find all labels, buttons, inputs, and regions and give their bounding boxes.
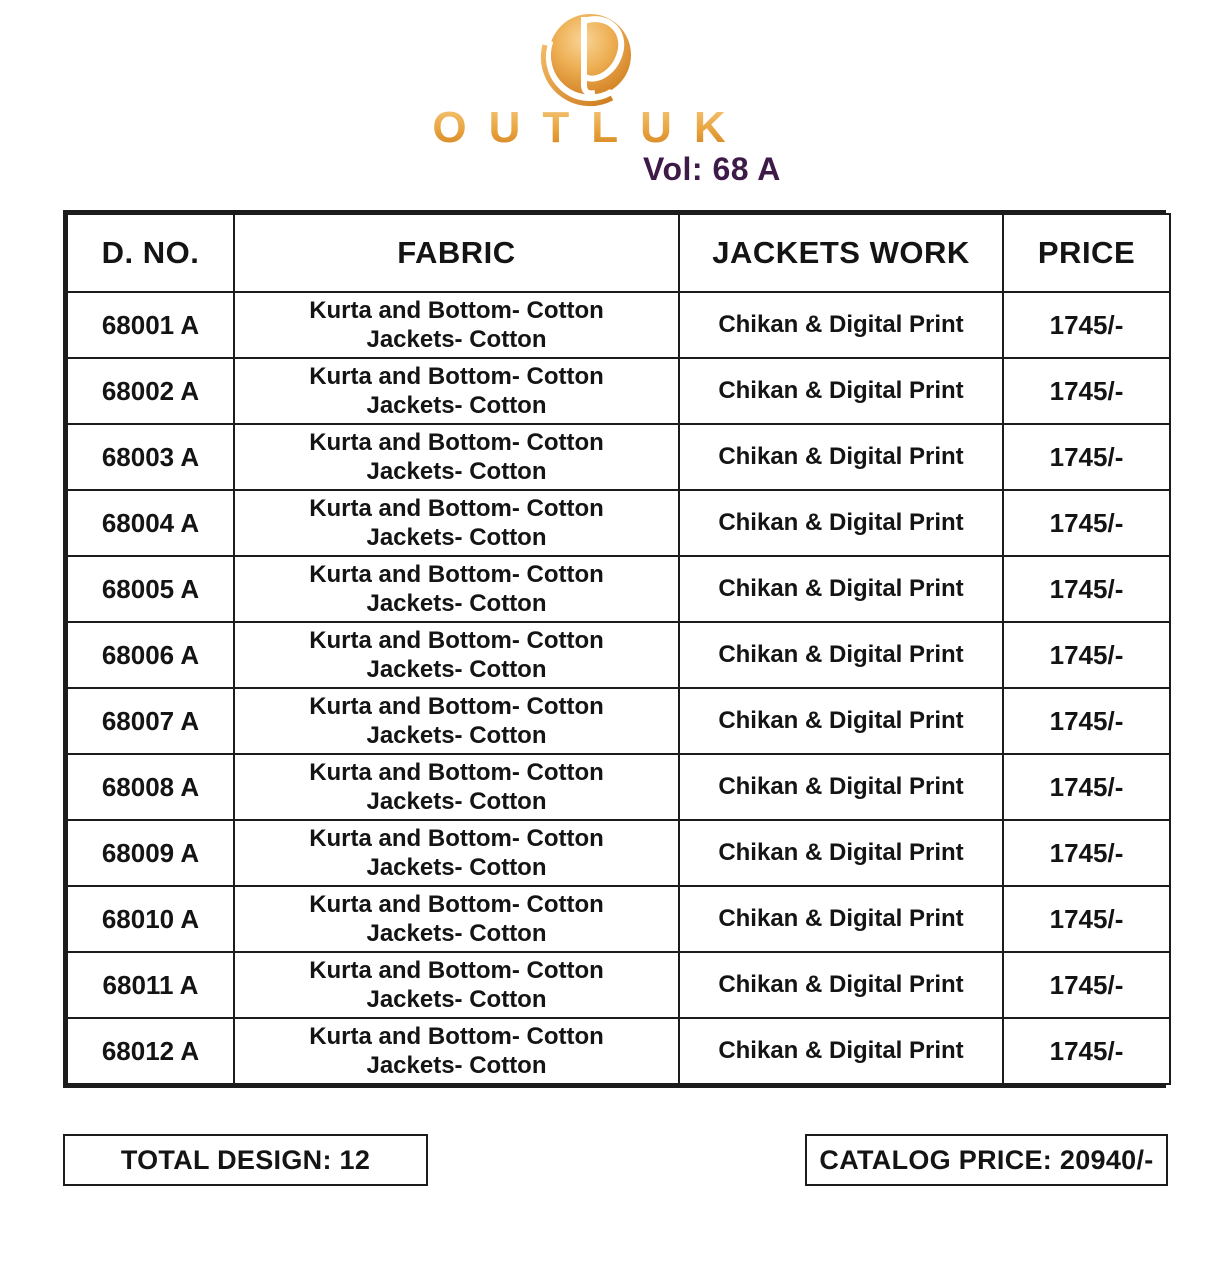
fabric-line-1: Kurta and Bottom- Cotton — [309, 693, 604, 720]
jackets-work-cell: Chikan & Digital Print — [679, 952, 1003, 1018]
fabric-line-2: Jackets- Cotton — [366, 854, 547, 881]
col-header-d-no: D. NO. — [67, 214, 234, 292]
fabric-cell — [234, 490, 679, 556]
volume-label: Vol: 68 A — [643, 151, 781, 187]
total-design-label: TOTAL DESIGN: 12 — [120, 1144, 371, 1175]
fabric-cell — [234, 556, 679, 622]
fabric-cell — [234, 886, 679, 952]
fabric-line-2: Jackets- Cotton — [366, 392, 547, 419]
table-row — [67, 820, 1170, 886]
table-row — [67, 754, 1170, 820]
fabric-cell — [234, 820, 679, 886]
price-cell: 1745/- — [1003, 358, 1170, 424]
price-table — [66, 213, 1171, 1085]
fabric-line-2: Jackets- Cotton — [366, 1052, 547, 1079]
fabric-line-1: Kurta and Bottom- Cotton — [309, 957, 604, 984]
fabric-cell — [234, 358, 679, 424]
table-row — [67, 292, 1170, 358]
total-design-box — [63, 1134, 428, 1186]
catalog-price-label: CATALOG PRICE: 20940/- — [819, 1144, 1154, 1175]
jackets-work-cell: Chikan & Digital Print — [679, 556, 1003, 622]
jackets-work-cell: Chikan & Digital Print — [679, 292, 1003, 358]
jackets-work-cell: Chikan & Digital Print — [679, 622, 1003, 688]
jackets-work-cell: Chikan & Digital Print — [679, 820, 1003, 886]
table-row — [67, 886, 1170, 952]
design-number-cell: 68002 A — [67, 358, 234, 424]
outluk-sphere-monogram-icon — [528, 5, 652, 113]
jackets-work-cell: Chikan & Digital Print — [679, 886, 1003, 952]
table-body — [67, 292, 1170, 1084]
price-cell: 1745/- — [1003, 490, 1170, 556]
fabric-line-1: Kurta and Bottom- Cotton — [309, 1023, 604, 1050]
price-cell: 1745/- — [1003, 424, 1170, 490]
fabric-line-1: Kurta and Bottom- Cotton — [309, 627, 604, 654]
fabric-cell — [234, 424, 679, 490]
table-row — [67, 556, 1170, 622]
design-number-cell: 68011 A — [67, 952, 234, 1018]
price-cell: 1745/- — [1003, 622, 1170, 688]
fabric-line-1: Kurta and Bottom- Cotton — [309, 561, 604, 588]
fabric-line-2: Jackets- Cotton — [366, 656, 547, 683]
fabric-line-2: Jackets- Cotton — [366, 722, 547, 749]
fabric-cell — [234, 688, 679, 754]
jackets-work-cell: Chikan & Digital Print — [679, 754, 1003, 820]
fabric-cell — [234, 292, 679, 358]
design-number-cell: 68007 A — [67, 688, 234, 754]
jackets-work-cell: Chikan & Digital Print — [679, 490, 1003, 556]
catalog-price-box — [805, 1134, 1168, 1186]
price-table-header — [67, 214, 1170, 292]
fabric-line-1: Kurta and Bottom- Cotton — [309, 825, 604, 852]
table-row — [67, 358, 1170, 424]
jackets-work-cell: Chikan & Digital Print — [679, 688, 1003, 754]
table-row — [67, 622, 1170, 688]
fabric-cell — [234, 1018, 679, 1084]
fabric-cell — [234, 754, 679, 820]
fabric-cell — [234, 622, 679, 688]
design-number-cell: 68010 A — [67, 886, 234, 952]
jackets-work-cell: Chikan & Digital Print — [679, 358, 1003, 424]
design-number-cell: 68008 A — [67, 754, 234, 820]
col-header-jackets-work: JACKETS WORK — [679, 214, 1003, 292]
price-table-container — [63, 210, 1166, 1088]
design-number-cell: 68004 A — [67, 490, 234, 556]
fabric-line-1: Kurta and Bottom- Cotton — [309, 891, 604, 918]
fabric-line-2: Jackets- Cotton — [366, 590, 547, 617]
table-row — [67, 490, 1170, 556]
price-cell: 1745/- — [1003, 952, 1170, 1018]
fabric-cell — [234, 952, 679, 1018]
fabric-line-1: Kurta and Bottom- Cotton — [309, 297, 604, 324]
fabric-line-2: Jackets- Cotton — [366, 524, 547, 551]
fabric-line-2: Jackets- Cotton — [366, 986, 547, 1013]
design-number-cell: 68012 A — [67, 1018, 234, 1084]
design-number-cell: 68003 A — [67, 424, 234, 490]
jackets-work-cell: Chikan & Digital Print — [679, 424, 1003, 490]
fabric-line-1: Kurta and Bottom- Cotton — [309, 759, 604, 786]
table-row — [67, 424, 1170, 490]
design-number-cell: 68001 A — [67, 292, 234, 358]
design-number-cell: 68009 A — [67, 820, 234, 886]
brand-header — [0, 0, 1229, 200]
price-cell: 1745/- — [1003, 292, 1170, 358]
col-header-fabric: FABRIC — [234, 214, 679, 292]
design-number-cell: 68006 A — [67, 622, 234, 688]
table-row — [67, 688, 1170, 754]
price-cell: 1745/- — [1003, 820, 1170, 886]
fabric-line-2: Jackets- Cotton — [366, 788, 547, 815]
price-cell: 1745/- — [1003, 688, 1170, 754]
header-row — [67, 214, 1170, 292]
jackets-work-cell: Chikan & Digital Print — [679, 1018, 1003, 1084]
price-cell: 1745/- — [1003, 556, 1170, 622]
fabric-line-1: Kurta and Bottom- Cotton — [309, 363, 604, 390]
table-row — [67, 952, 1170, 1018]
fabric-line-2: Jackets- Cotton — [366, 326, 547, 353]
fabric-line-1: Kurta and Bottom- Cotton — [309, 429, 604, 456]
table-row — [67, 1018, 1170, 1084]
fabric-line-2: Jackets- Cotton — [366, 458, 547, 485]
fabric-line-2: Jackets- Cotton — [366, 920, 547, 947]
price-cell: 1745/- — [1003, 886, 1170, 952]
brand-wordmark: OUTLUK — [0, 103, 1180, 153]
fabric-line-1: Kurta and Bottom- Cotton — [309, 495, 604, 522]
design-number-cell: 68005 A — [67, 556, 234, 622]
price-cell: 1745/- — [1003, 1018, 1170, 1084]
col-header-price: PRICE — [1003, 214, 1170, 292]
price-cell: 1745/- — [1003, 754, 1170, 820]
